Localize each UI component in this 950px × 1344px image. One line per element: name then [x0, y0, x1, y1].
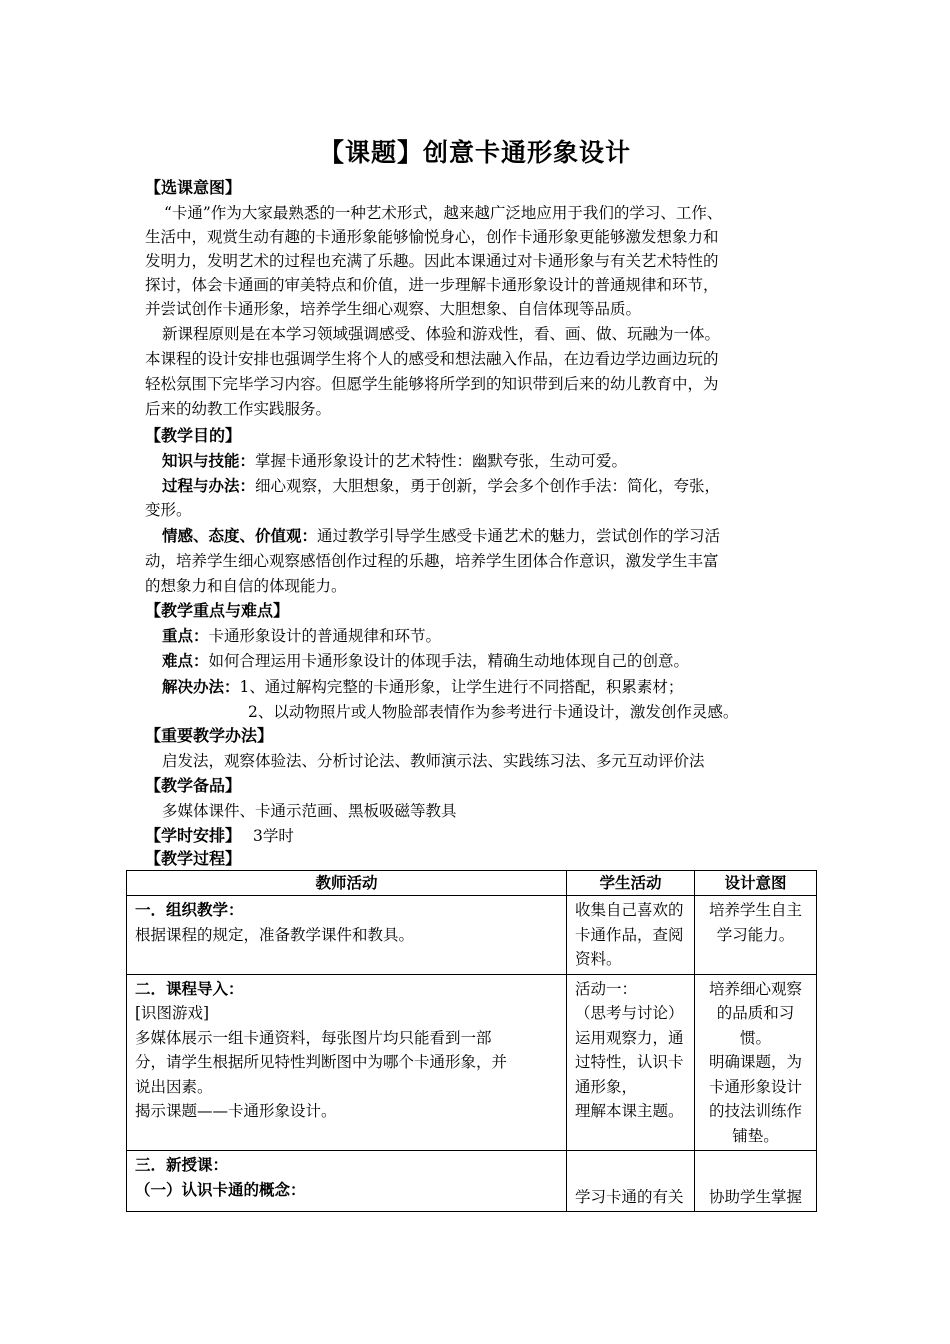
intent-line-7: 本课程的设计安排也强调学生将个人的感受和想法融入作品，在边看边学边画边玩的 [145, 350, 719, 368]
row1-student-2: 卡通作品，查阅 [575, 925, 684, 944]
table-row [127, 896, 817, 975]
row1-intent-2: 学习能力。 [716, 925, 795, 944]
col-header-intent: 设计意图 [695, 871, 817, 896]
key-point-text: 卡通形象设计的普通规律和环节。 [208, 627, 442, 645]
row3-title: 三．新授课： [135, 1155, 229, 1174]
intent-line-1: “卡通”作为大家最熟悉的一种艺术形式，越来越广泛地应用于我们的学习、工作、 [164, 204, 723, 222]
row2-student-1: 活动一： [575, 979, 638, 998]
row2-intent-6: 的技法训练作 [708, 1102, 802, 1120]
intent-line-4: 探讨，体会卡通画的审美特点和价值，进一步理解卡通形象设计的普通规律和环节， [145, 276, 719, 294]
section-heading-prep: 【教学备品】 [145, 776, 242, 795]
row2-student-2: （思考与讨论） [575, 1004, 684, 1022]
row2-student-4: 过特性，认识卡 [575, 1053, 684, 1071]
table-row [127, 1151, 817, 1212]
goal-knowledge [162, 449, 627, 473]
col-header-student: 学生活动 [567, 871, 695, 896]
row2-intent-2: 的品质和习 [716, 1004, 795, 1022]
table-row [127, 974, 817, 1151]
row3-intent: 协助学生掌握 [708, 1187, 802, 1206]
key-point [162, 624, 441, 648]
row2-intent-3: 惯。 [739, 1028, 771, 1047]
goal-knowledge-text: 掌握卡通形象设计的艺术特性：幽默夸张，生动可爱。 [255, 452, 628, 470]
difficult-point-text: 如何合理运用卡通形象设计的体现手法，精确生动地体现自己的创意。 [208, 652, 690, 670]
col-header-teacher: 教师活动 [127, 871, 567, 896]
row3-sub: （一）认识卡通的概念： [135, 1179, 306, 1199]
row2-teacher-2: 分，请学生根据所见特性判断图中为哪个卡通形象，并 [135, 1053, 508, 1071]
solution-text-2: 2、以动物照片或人物脸部表情作为参考进行卡通设计，激发创作灵感。 [248, 703, 739, 721]
row2-teacher-4: 揭示课题——卡通形象设计。 [135, 1102, 337, 1120]
intent-line-6: 新课程原则是在本学习领域强调感受、体验和游戏性，看、画、做、玩融为一体。 [162, 325, 721, 343]
row1-student-1: 收集自己喜欢的 [575, 901, 684, 919]
goal-knowledge-label: 知识与技能： [162, 451, 256, 470]
row2-student-3: 运用观察力，通 [575, 1028, 684, 1047]
row3-student: 学习卡通的有关 [575, 1187, 684, 1206]
intent-line-2: 生活中，观赏生动有趣的卡通形象能够愉悦身心，创作卡通形象更能够激发想象力和 [145, 228, 719, 246]
row1-student-3: 资料。 [575, 950, 622, 968]
goal-emotion-label: 情感、态度、价值观： [162, 526, 318, 545]
section-heading-goals: 【教学目的】 [145, 426, 242, 445]
intent-line-3: 发明力，发明艺术的过程也充满了乐趣。因此本课通过对卡通形象与有关艺术特性的 [145, 252, 719, 270]
difficult-point [162, 649, 689, 673]
difficult-point-label: 难点： [162, 651, 209, 670]
row2-student-5: 通形象， [575, 1077, 638, 1096]
intent-line-8: 轻松氛围下完毕学习内容。但愿学生能够将所学到的知识带到后来的幼儿教育中，为 [145, 375, 719, 393]
hours-line [145, 824, 294, 848]
solution-text-1: 1、通过解构完整的卡通形象，让学生进行不同搭配，积累素材； [239, 678, 684, 696]
row2-title: 二．课程导入： [135, 978, 244, 998]
section-heading-methods: 【重要教学办法】 [145, 726, 274, 745]
row2-intent-1: 培养细心观察 [708, 979, 802, 998]
prep-text: 多媒体课件、卡通示范画、黑板吸磁等教具 [162, 802, 457, 820]
row2-teacher-3: 说出因素。 [135, 1077, 213, 1096]
table-header-row [127, 871, 817, 896]
goal-process-text: 细心观察，大胆想象，勇于创新，学会多个创作手法：简化，夸张， [255, 477, 721, 495]
goal-emotion-cont-2: 的想象力和自信的体现能力。 [145, 577, 347, 595]
doc-title: 【课题】创意卡通形象设计 [318, 138, 631, 167]
row2-student-6: 理解本课主题。 [575, 1102, 684, 1120]
goal-emotion-cont-1: 动，培养学生细心观察感悟创作过程的乐趣，培养学生团体合作意识，激发学生丰富 [145, 552, 719, 570]
methods-text: 启发法，观察体验法、分析讨论法、教师演示法、实践练习法、多元互动评价法 [162, 752, 705, 770]
section-heading-keys: 【教学重点与难点】 [145, 601, 290, 620]
section-heading-hours: 【学时安排】 [145, 826, 242, 845]
solution-1 [162, 675, 683, 699]
goal-process [162, 474, 720, 498]
hours-text: 3学时 [253, 827, 294, 845]
intent-line-5: 并尝试创作卡通形象，培养学生细心观察、大胆想象、自信体现等品质。 [145, 300, 642, 318]
row1-teacher: 根据课程的规定，准备教学课件和教具。 [135, 925, 415, 944]
row2-teacher-1: 多媒体展示一组卡通资料，每张图片均只能看到一部 [135, 1028, 492, 1047]
process-table [126, 870, 817, 1212]
row2-sub: [识图游戏] [135, 1004, 210, 1022]
intent-line-9: 后来的幼教工作实践服务。 [145, 400, 332, 418]
goal-emotion-text: 通过教学引导学生感受卡通艺术的魅力，尝试创作的学习活 [317, 527, 721, 545]
row2-intent-5: 卡通形象设计 [708, 1077, 802, 1096]
goal-process-label: 过程与办法： [162, 476, 256, 495]
section-heading-intent: 【选课意图】 [145, 178, 242, 197]
key-point-label: 重点： [162, 626, 209, 645]
row2-intent-4: 明确课题，为 [708, 1053, 802, 1071]
goal-emotion [162, 524, 720, 548]
row2-intent-7: 铺垫。 [732, 1126, 779, 1145]
row1-title: 一．组织教学： [135, 900, 244, 919]
goal-process-cont: 变形。 [145, 501, 192, 519]
row1-intent-1: 培养学生自主 [708, 901, 802, 919]
section-heading-process: 【教学过程】 [145, 849, 242, 868]
solution-label: 解决办法： [162, 677, 240, 696]
